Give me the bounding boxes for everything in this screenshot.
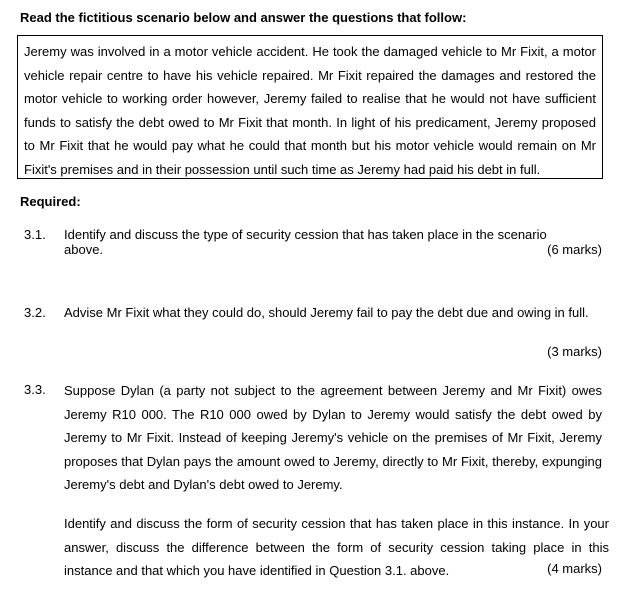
instructions-heading: Read the fictitious scenario below and answer the questions that follow: [20, 10, 467, 25]
question-3-2-marks: (3 marks) [547, 344, 602, 359]
question-3-2-number: 3.2. [24, 305, 46, 320]
question-3-1-number: 3.1. [24, 227, 46, 242]
question-3-3-marks: (4 marks) [539, 561, 602, 576]
question-3-3-text: Suppose Dylan (a party not subject to the agreement between Jeremy and Mr Fixit) owes Jeremy R10 000. The R10 000 owed by Dylan to Jeremy would satisfy the debt owed by Jeremy to Mr Fixit. Instead of keeping Jeremy's vehicle on the premises of Mr Fixit, Jeremy proposes that Dylan pays the amount owed to Jeremy, directly to Mr Fixit, thereby, expunging Jeremy's debt and Dylan's debt owed to Jeremy. [64, 383, 602, 493]
required-label: Required: [20, 194, 81, 209]
question-3-1-marks: (6 marks) [547, 242, 602, 257]
question-3-1-text: Identify and discuss the type of security cession that has taken place in the scenario above. [64, 227, 547, 257]
scenario-box: Jeremy was involved in a motor vehicle accident. He took the damaged vehicle to Mr Fixit, a motor vehicle repair centre to have his vehicle repaired. Mr Fixit repaired the damages and restored the motor vehicle to working order however, Jeremy failed to realise that he would not have sufficient funds to satisfy the debt owed to Mr Fixit that month. In light of his predicament, Jeremy proposed to Mr Fixit that he would pay what he could that month but his motor vehicle would remain on Mr Fixit's premises and in their possession until such time as Jeremy had paid his debt in full. [17, 35, 603, 179]
question-3-3-number: 3.3. [24, 382, 46, 397]
question-3-3-subquestion-text: Identify and discuss the form of security cession that has taken place in this instance. In your answer, discuss the difference between the form of security cession taking place in this instance and that which you have identified in Question 3.1. above. [64, 516, 609, 579]
question-3-2-text: Advise Mr Fixit what they could do, should Jeremy fail to pay the debt due and owing in full. [64, 305, 589, 320]
